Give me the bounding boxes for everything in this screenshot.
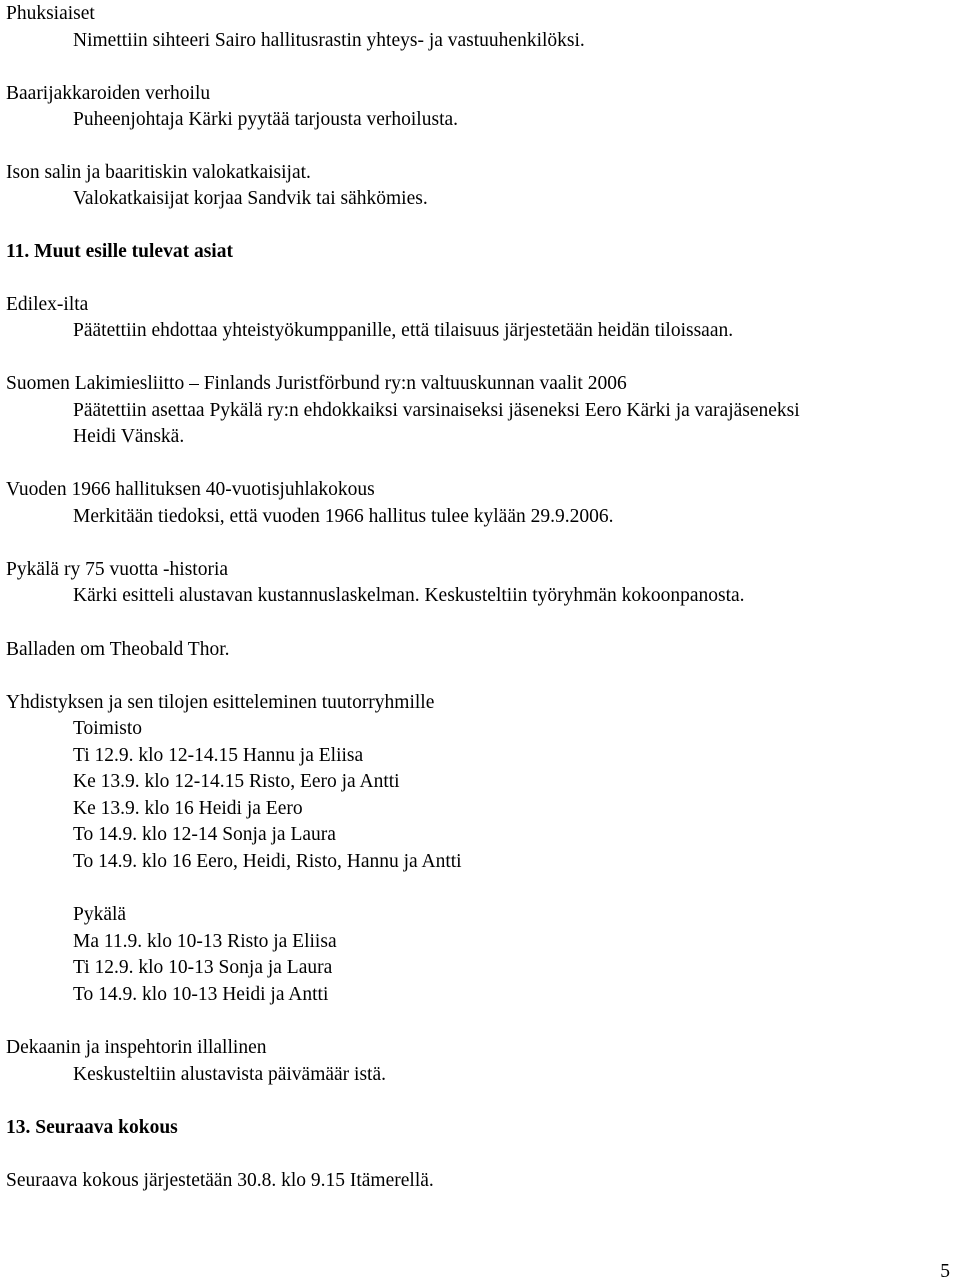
section-title-edilex: Edilex-ilta <box>6 294 89 315</box>
subsection-title-toimisto: Toimisto <box>73 718 143 739</box>
section-body-phuksiaiset: Nimettiin sihteeri Sairo hallitusrastin yhteys- ja vastuuhenkilöksi. <box>73 30 585 51</box>
section-body-seuraava-kokous: Seuraava kokous järjestetään 30.8. klo 9.15 Itämerellä. <box>6 1170 434 1191</box>
schedule-row: To 14.9. klo 10-13 Heidi ja Antti <box>73 984 329 1005</box>
heading-seuraava-kokous: 13. Seuraava kokous <box>6 1117 178 1138</box>
schedule-row: Ke 13.9. klo 12-14.15 Risto, Eero ja Antti <box>73 771 400 792</box>
section-title-baarijakkarat: Baarijakkaroiden verhoilu <box>6 83 211 104</box>
subsection-title-pykala: Pykälä <box>73 904 127 925</box>
schedule-row: Ke 13.9. klo 16 Heidi ja Eero <box>73 798 303 819</box>
section-title-juhlakokous: Vuoden 1966 hallituksen 40-vuotisjuhlakokous <box>6 479 375 500</box>
heading-muut-asiat: 11. Muut esille tulevat asiat <box>6 241 233 262</box>
schedule-row: Ti 12.9. klo 12-14.15 Hannu ja Eliisa <box>73 745 364 766</box>
section-title-phuksiaiset: Phuksiaiset <box>6 3 95 24</box>
section-title-historia: Pykälä ry 75 vuotta -historia <box>6 559 229 580</box>
schedule-row: Ti 12.9. klo 10-13 Sonja ja Laura <box>73 957 333 978</box>
section-body-lakimiesliitto-1: Päätettiin asettaa Pykälä ry:n ehdokkaiksi varsinaiseksi jäseneksi Eero Kärki ja varajäseneksi <box>73 400 800 421</box>
section-body-valokatkaisijat: Valokatkaisijat korjaa Sandvik tai sähkömies. <box>73 188 428 209</box>
section-title-valokatkaisijat: Ison salin ja baaritiskin valokatkaisijat. <box>6 162 311 183</box>
section-body-edilex: Päätettiin ehdottaa yhteistyökumppanille, että tilaisuus järjestetään heidän tiloissaan. <box>73 320 734 341</box>
section-body-illallinen: Keskusteltiin alustavista päivämäär istä. <box>73 1064 386 1085</box>
schedule-row: To 14.9. klo 12-14 Sonja ja Laura <box>73 824 336 845</box>
section-body-baarijakkarat: Puheenjohtaja Kärki pyytää tarjousta verhoilusta. <box>73 109 459 130</box>
schedule-row: Ma 11.9. klo 10-13 Risto ja Eliisa <box>73 931 337 952</box>
page-number: 5 <box>940 1261 950 1282</box>
section-body-historia: Kärki esitteli alustavan kustannuslaskelman. Keskusteltiin työryhmän kokoonpanosta. <box>73 585 745 606</box>
schedule-row: To 14.9. klo 16 Eero, Heidi, Risto, Hannu ja Antti <box>73 851 462 872</box>
section-body-juhlakokous: Merkitään tiedoksi, että vuoden 1966 hallitus tulee kylään 29.9.2006. <box>73 506 614 527</box>
section-title-tuutorryhmat: Yhdistyksen ja sen tilojen esitteleminen tuutorryhmille <box>6 692 435 713</box>
section-title-lakimiesliitto: Suomen Lakimiesliitto – Finlands Juristförbund ry:n valtuuskunnan vaalit 2006 <box>6 373 627 394</box>
section-body-lakimiesliitto-2: Heidi Vänskä. <box>73 426 185 447</box>
section-title-balladen: Balladen om Theobald Thor. <box>6 639 230 660</box>
section-title-illallinen: Dekaanin ja inspehtorin illallinen <box>6 1037 267 1058</box>
